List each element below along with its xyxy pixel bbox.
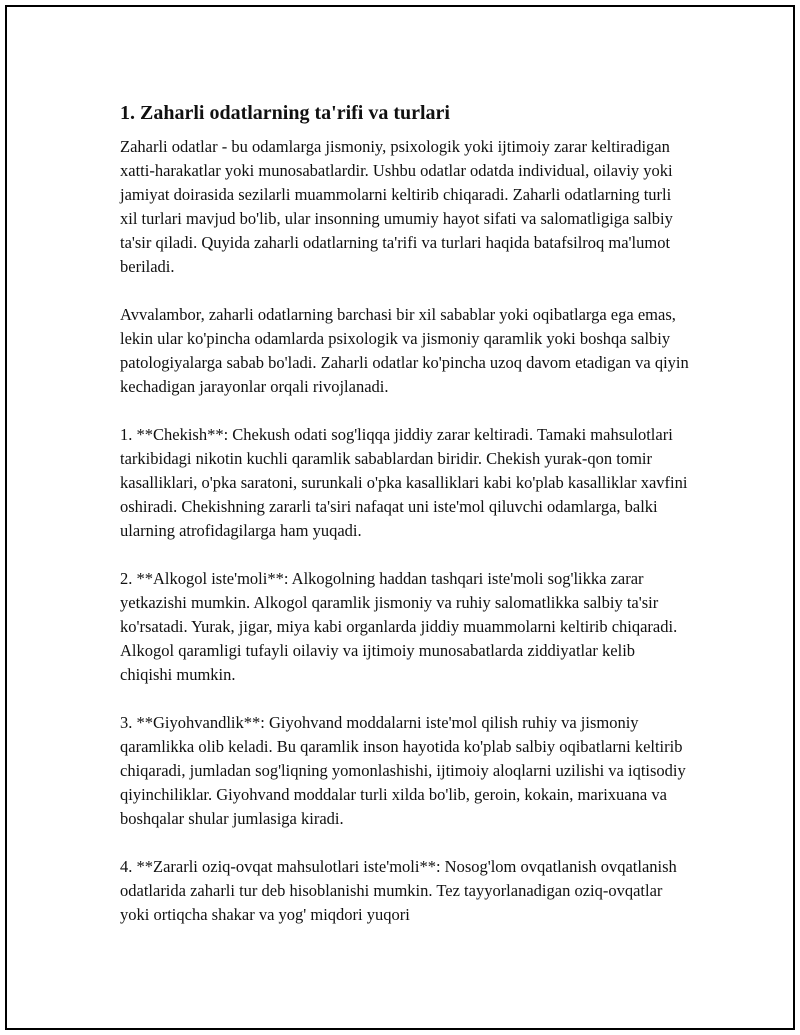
- paragraph-smoking: 1. **Chekish**: Chekush odati sog'liqqa jiddiy zarar keltiradi. Tamaki mahsulotlari tarkibidagi nikotin kuchli qaramlik sabablardan biridir. Chekish yurak-qon tomir kasalliklari, o'pka saratoni, surunkali o'pka kasalliklari kabi ko'plab kasalliklar xavfini oshiradi. Chekishning zararli ta'siri nafaqat uni iste'mol qiluvchi odamlarga, balki ularning atrofidagilarga ham yuqadi.: [120, 425, 688, 540]
- page-frame: [5, 5, 795, 1030]
- paragraph-alcohol: 2. **Alkogol iste'moli**: Alkogolning haddan tashqari iste'moli sog'likka zarar yetkazishi mumkin. Alkogol qaramlik jismoniy va ruhiy salomatlikka salbiy ta'sir ko'rsatadi. Yurak, jigar, miya kabi organlarda jiddiy muammolarni keltirib chiqaradi. Alkogol qaramligi tufayli oilaviy va ijtimoiy munosabatlarda ziddiyatlar kelib chiqishi mumkin.: [120, 569, 678, 684]
- paragraph-definition: Zaharli odatlar - bu odamlarga jismoniy, psixologik yoki ijtimoiy zarar keltiradigan xatti-harakatlar yoki munosabatlardir. Ushbu odatlar odatda individual, oilaviy yoki jamiyat doirasida sezilarli muammolarni keltirib chiqaradi. Zaharli odatlarning turli xil turlari mavjud bo'lib, ular insonning umumiy hayot sifati va salomatligiga salbiy ta'sir qiladi. Quyida zaharli odatlarning ta'rifi va turlari haqida batafsilroq ma'lumot beriladi.: [120, 137, 673, 276]
- paragraph-causes: Avvalambor, zaharli odatlarning barchasi bir xil sabablar yoki oqibatlarga ega emas, lekin ular ko'pincha odamlarda psixologik va jismoniy qaramlik yoki boshqa salbiy patologiyalarga sabab bo'ladi. Zaharli odatlar ko'pincha uzoq davom etadigan va qiyin kechadigan jarayonlar orqali rivojlanadi.: [120, 305, 689, 396]
- document-body: [120, 99, 690, 951]
- paragraph-unhealthy-food: 4. **Zararli oziq-ovqat mahsulotlari iste'moli**: Nosog'lom ovqatlanish ovqatlanish odatlarida zaharli tur deb hisoblanishi mumkin. Tez tayyorlanadigan oziq-ovqatlar yoki ortiqcha shakar va yog' miqdori yuqori: [120, 857, 677, 924]
- paragraph-drugs: 3. **Giyohvandlik**: Giyohvand moddalarni iste'mol qilish ruhiy va jismoniy qaramlikka olib keladi. Bu qaramlik inson hayotida ko'plab salbiy oqibatlarni keltirib chiqaradi, jumladan sog'liqning yomonlashishi, ijtimoiy aloqlarni uzilishi va iqtisodiy qiyinchiliklar. Giyohvand moddalar turli xilda bo'lib, geroin, kokain, marixuana va boshqalar shular jumlasiga kiradi.: [120, 713, 686, 828]
- section-heading: 1. Zaharli odatlarning ta'rifi va turlari: [120, 102, 450, 124]
